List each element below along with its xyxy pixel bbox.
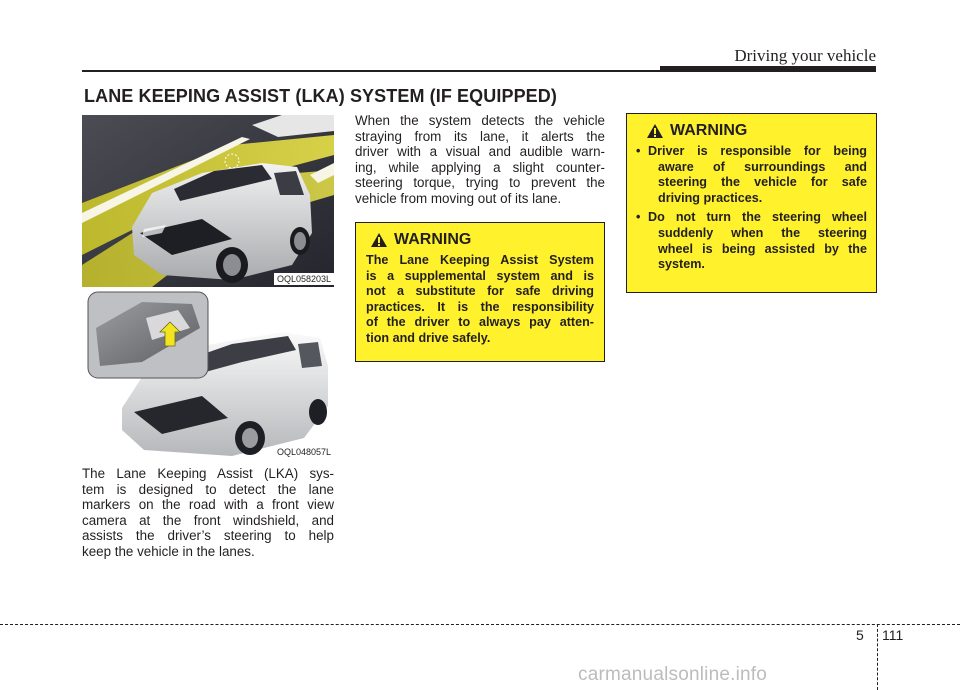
warning-heading-text: WARNING bbox=[670, 122, 748, 139]
text-line: assists the driver’s steering to help bbox=[82, 528, 334, 544]
warning-line: of the driver to always pay atten- bbox=[366, 315, 594, 330]
warning-triangle-icon bbox=[646, 123, 664, 139]
warning-line: not a substitute for safe driving bbox=[366, 284, 594, 299]
text-line: ing, while applying a slight counter- bbox=[355, 159, 605, 175]
warning-line: driving practices. bbox=[658, 190, 763, 205]
warning-heading-text: WARNING bbox=[394, 231, 472, 248]
text-line: camera at the front windshield, and bbox=[82, 512, 334, 528]
warning-line: The Lane Keeping Assist System bbox=[366, 253, 594, 267]
text-line: steering torque, trying to prevent the bbox=[355, 175, 605, 191]
warning-line: practices. It is the responsibility bbox=[366, 299, 594, 314]
chapter-number: 5 bbox=[856, 627, 864, 643]
front-camera-illustration bbox=[82, 288, 334, 460]
warning-line: system. bbox=[658, 257, 705, 272]
lka-camera-figure bbox=[82, 288, 334, 460]
figure-code: OQL058203L bbox=[274, 273, 334, 285]
warning-triangle-icon bbox=[370, 232, 388, 248]
bullet-marker: • bbox=[636, 210, 641, 225]
warning-line: Driver is responsible for being bbox=[648, 144, 867, 158]
lka-behavior-text bbox=[355, 113, 605, 207]
footer-dashed-rule bbox=[0, 624, 960, 625]
lka-lane-figure bbox=[82, 115, 334, 287]
footer-vertical-rule bbox=[877, 624, 878, 690]
lka-description bbox=[82, 466, 334, 560]
warning-line: Do not turn the steering wheel bbox=[648, 210, 867, 225]
text-line: tem is designed to detect the lane bbox=[82, 481, 334, 497]
warning-heading bbox=[370, 231, 594, 249]
warning-heading bbox=[646, 122, 867, 140]
header-tab-bar bbox=[660, 66, 876, 72]
warning-line: aware of surroundings and bbox=[658, 159, 867, 174]
text-line: driver with a visual and audible warn- bbox=[355, 144, 605, 160]
warning-box-driver-responsibility bbox=[626, 113, 877, 293]
text-line: straying from its lane, it alerts the bbox=[355, 128, 605, 144]
watermark: carmanualsonline.info bbox=[578, 664, 768, 685]
warning-line: tion and drive safely. bbox=[366, 330, 491, 345]
warning-line: suddenly when the steering bbox=[658, 225, 867, 240]
section-title: LANE KEEPING ASSIST (LKA) SYSTEM (IF EQUIPPED) bbox=[84, 86, 557, 106]
warning-line: is a supplemental system and is bbox=[366, 268, 594, 283]
warning-line: wheel is being assisted by the bbox=[658, 241, 867, 256]
text-line: keep the vehicle in the lanes. bbox=[82, 543, 255, 559]
figure-code: OQL048057L bbox=[274, 446, 334, 458]
warning-box-supplemental bbox=[355, 222, 605, 362]
warning-line: steering the vehicle for safe bbox=[658, 175, 867, 190]
text-line: The Lane Keeping Assist (LKA) sys- bbox=[82, 466, 334, 481]
text-line: markers on the road with a front view bbox=[82, 497, 334, 513]
warning-bullet-item bbox=[636, 210, 867, 272]
bullet-marker: • bbox=[636, 144, 641, 158]
text-line: When the system detects the vehicle bbox=[355, 113, 605, 128]
warning-bullet-list bbox=[636, 144, 867, 273]
text-line: vehicle from moving out of its lane. bbox=[355, 190, 562, 206]
chapter-title: Driving your vehicle bbox=[734, 46, 876, 65]
page-number: 111 bbox=[882, 627, 904, 643]
warning-body bbox=[366, 253, 594, 347]
lka-lane-illustration bbox=[82, 115, 334, 287]
warning-bullet-item bbox=[636, 144, 867, 206]
